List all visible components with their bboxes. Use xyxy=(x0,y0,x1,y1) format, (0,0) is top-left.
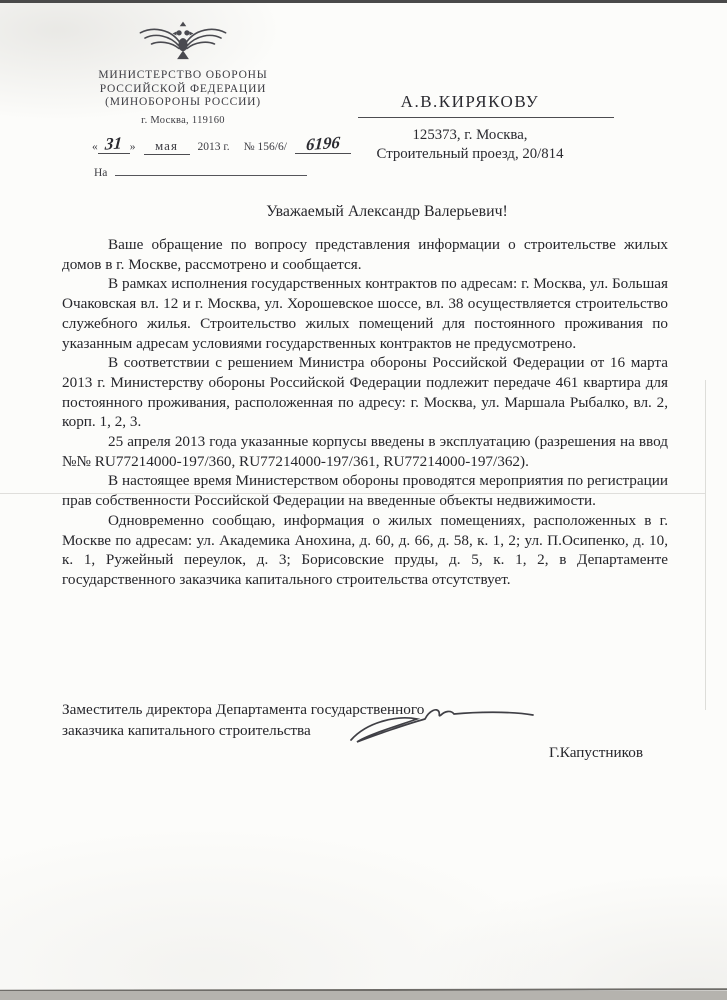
signer-name: Г.Капустников xyxy=(548,744,643,761)
double-headed-eagle-emblem-icon xyxy=(137,21,229,63)
addressee-name: А.В.КИРЯКОВУ xyxy=(400,92,540,111)
day-field xyxy=(98,133,130,154)
addressee-address xyxy=(355,126,585,163)
open-quote: « xyxy=(92,141,98,153)
body-paragraph: Ваше обращение по вопросу представления информации о строительстве жилых домов в г. Москве, рассмотрено и сообщается. xyxy=(62,236,668,273)
ministry-name-block xyxy=(78,69,288,110)
addressee-address-line: Строительный проезд, 20/814 xyxy=(376,145,564,162)
letter-body xyxy=(62,235,668,590)
signer-title-line: Заместитель директора Департамента государственного xyxy=(62,701,425,718)
body-paragraph: 25 апреля 2013 года указанные корпусы введены в эксплуатацию (разрешения на ввод №№ RU77214000-197/360, RU77214000-197/361, RU77214000-197/362). xyxy=(62,433,668,470)
body-paragraph: В рамках исполнения государственных контрактов по адресам: г. Москва, ул. Большая Очаковская вл. 12 и г. Москва, ул. Хорошевское шоссе, вл. 38 осуществляется строительство служебного жилья. Строительство жилых помещений для постоянного проживания по указанным адресам условиями государственных контрактов не предусмотрено. xyxy=(62,275,668,352)
scan-edge-bottom-strip xyxy=(0,991,727,1000)
ministry-city-postcode: г. Москва, 119160 xyxy=(141,115,225,126)
scan-crease-horizontal xyxy=(0,493,705,494)
outgoing-number-prefix: № 156/6/ xyxy=(243,141,287,153)
month-field: мая xyxy=(144,138,190,155)
scan-edge-top xyxy=(0,0,727,3)
outgoing-number-field xyxy=(295,132,351,155)
ministry-name-line: РОССИЙСКОЙ ФЕДЕРАЦИИ xyxy=(99,82,267,95)
handwritten-number: 6196 xyxy=(305,132,341,155)
signer-title-line: заказчика капитального строительства xyxy=(62,722,311,739)
close-quote: » xyxy=(129,141,136,153)
date-number-line xyxy=(92,132,392,155)
reference-label: На xyxy=(94,167,108,179)
scan-crease-vertical xyxy=(705,380,706,710)
reference-line xyxy=(94,167,307,179)
body-paragraph: Одновременно сообщаю, информация о жилых помещениях, расположенных в г. Москве по адресам: ул. Академика Анохина, д. 60, д. 66, д. 58, к. 1, 2; ул. П.Осипенко, д. 10, к. 1, Ружейный переулок, д. 3; Борисовские пруды, д. 5, к. 1, 2, в Департаменте государственного заказчика капитального строительства отсутствует. xyxy=(62,511,668,588)
addressee-address-line: 125373, г. Москва, xyxy=(412,127,528,143)
body-paragraph: В настоящее время Министерством обороны проводятся мероприятия по регистрации прав собственности Российской Федерации на введенные объекты недвижимости. xyxy=(62,472,668,510)
ministry-name-line: (МИНОБОРОНЫ РОССИИ) xyxy=(105,96,261,108)
salutation: Уважаемый Александр Валерьевич! xyxy=(266,203,508,220)
body-paragraph: В соответствии с решением Министра обороны Российской Федерации от 16 марта 2013 г. Министерству обороны Российской Федерации подлежит передаче 461 квартира для постоянного проживания, расположенная по адресу: г. Москва, ул. Маршала Рыбалко, вл. 2, корп. 1, 2, 3. xyxy=(62,354,668,431)
reference-blank-line xyxy=(115,175,307,176)
handwritten-day: 31 xyxy=(104,133,123,154)
addressee-divider-line xyxy=(358,117,614,118)
year-text: 2013 г. xyxy=(197,141,230,153)
ministry-name-line: МИНИСТЕРСТВО ОБОРОНЫ xyxy=(98,69,268,81)
